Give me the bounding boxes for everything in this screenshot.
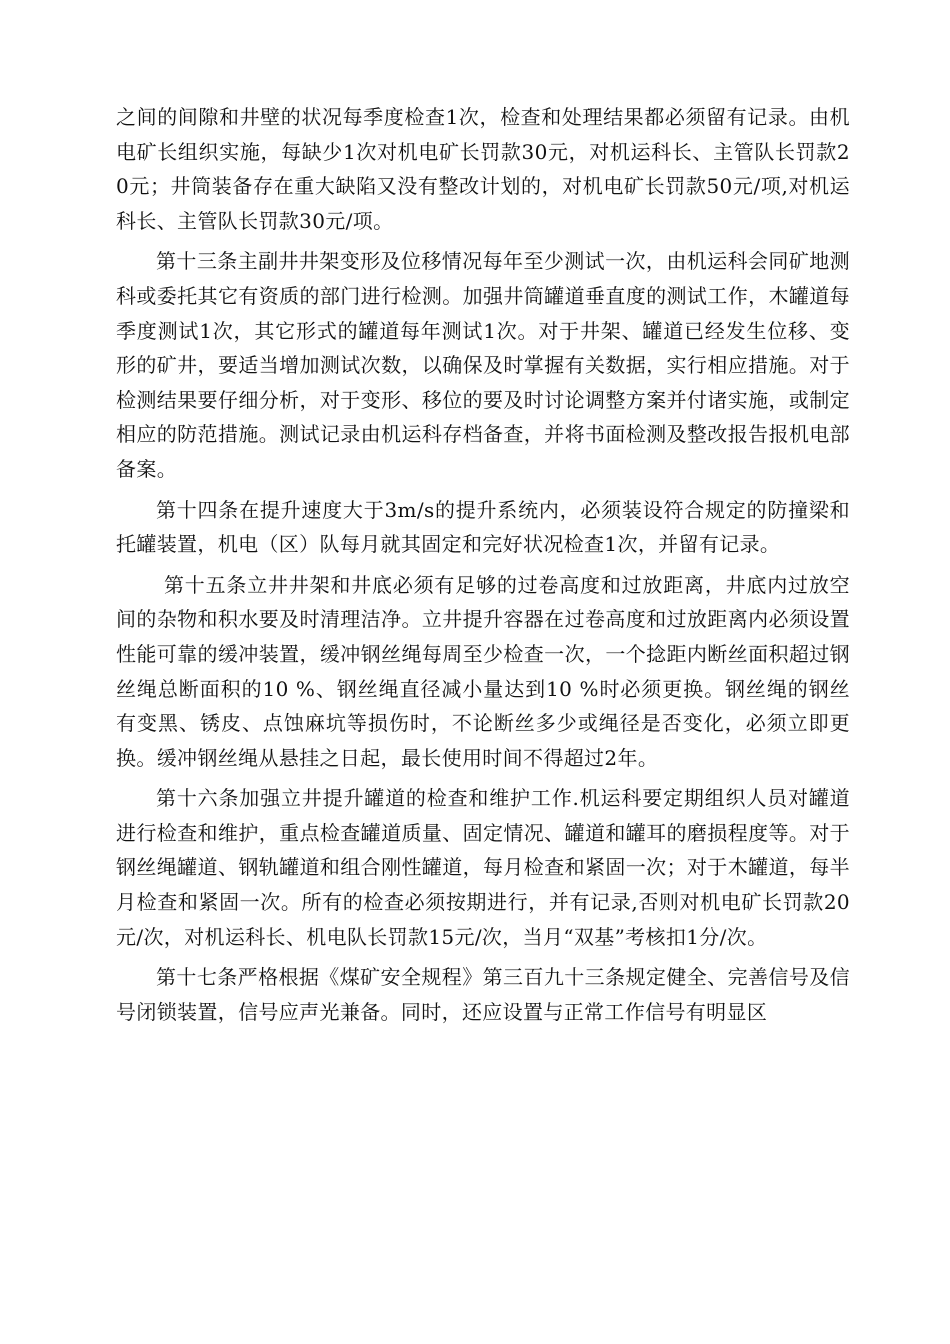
- paragraph-article-16: 第十六条加强立井提升罐道的检查和维护工作.机运科要定期组织人员对罐道进行检查和维护，重点检查罐道质量、固定情况、罐道和罐耳的磨损程度等。对于钢丝绳罐道、钢轨罐道和组合刚性罐道，每月检查和紧固一次；对于木罐道，每半月检查和紧固一次。所有的检查必须按期进行，并有记录,否则对机电矿长罚款20元/次，对机运科长、机电队长罚款15元/次，当月“双基”考核扣1分/次。: [116, 786, 850, 949]
- paragraph-continuation: 之间的间隙和井壁的状况每季度检查1次，检查和处理结果都必须留有记录。由机电矿长组织实施，每缺少1次对机电矿长罚款30元，对机运科长、主管队长罚款20元；井筒装备存在重大缺陷又没有整改计划的，对机电矿长罚款50元/项,对机运科长、主管队长罚款30元/项。: [116, 105, 850, 233]
- document-page: [116, 100, 850, 1035]
- paragraph-article-13: 第十三条主副井井架变形及位移情况每年至少测试一次，由机运科会同矿地测科或委托其它有资质的部门进行检测。加强井筒罐道垂直度的测试工作，木罐道每季度测试1次，其它形式的罐道每年测试1次。对于井架、罐道已经发生位移、变形的矿井，要适当增加测试次数，以确保及时掌握有关数据，实行相应措施。对于检测结果要仔细分析，对于变形、移位的要及时讨论调整方案并付诸实施，或制定相应的防范措施。测试记录由机运科存档备查，并将书面检测及整改报告报机电部备案。: [116, 249, 850, 481]
- paragraph-article-14: 第十四条在提升速度大于3m/s的提升系统内，必须装设符合规定的防撞梁和托罐装置，机电（区）队每月就其固定和完好状况检查1次，并留有记录。: [116, 497, 850, 557]
- paragraph-article-15: 第十五条立井井架和井底必须有足够的过卷高度和过放距离，井底内过放空间的杂物和积水要及时清理洁净。立井提升容器在过卷高度和过放距离内必须设置性能可靠的缓冲装置，缓冲钢丝绳每周至少检查一次，一个捻距内断丝面积超过钢丝绳总断面积的10 %、钢丝绳直径减小量达到10 %时必须更换。钢丝绳的钢丝有变黑、锈皮、点蚀麻坑等损伤时，不论断丝多少或绳径是否变化，必须立即更换。缓冲钢丝绳从悬挂之日起，最长使用时间不得超过2年。: [116, 572, 850, 770]
- paragraph-article-17: 第十七条严格根据《煤矿安全规程》第三百九十三条规定健全、完善信号及信号闭锁装置，信号应声光兼备。同时，还应设置与正常工作信号有明显区: [116, 965, 850, 1024]
